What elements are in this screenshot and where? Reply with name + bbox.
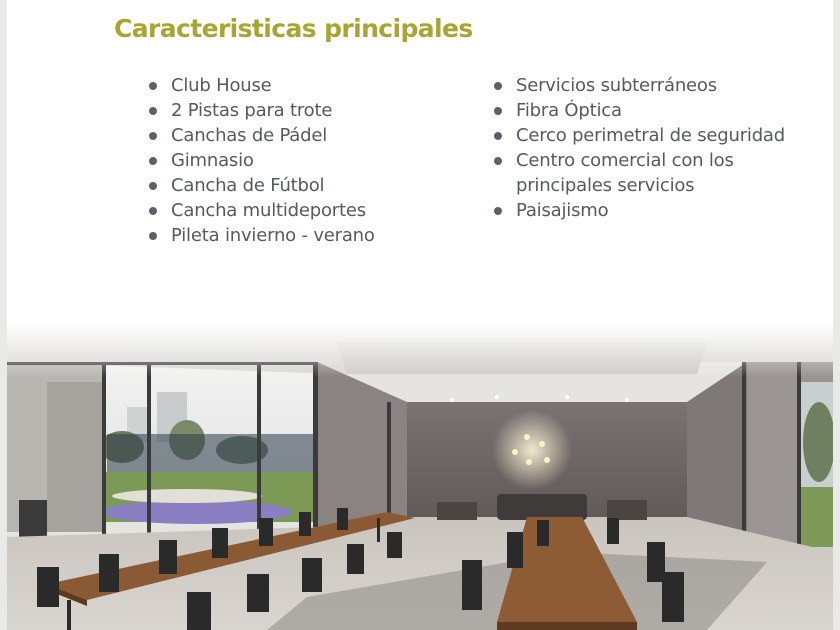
- list-item: Servicios subterráneos: [494, 73, 814, 98]
- list-item: Club House: [149, 73, 449, 98]
- section-title: Caracteristicas principales: [114, 14, 473, 43]
- list-item: 2 Pistas para trote: [149, 98, 449, 123]
- club-house-interior-illustration: [7, 322, 833, 630]
- brochure-page: [7, 0, 833, 630]
- club-house-rendering: [7, 322, 833, 630]
- list-item: Cerco perimetral de seguridad: [494, 123, 814, 148]
- list-item: Cancha multideportes: [149, 198, 449, 223]
- list-item: Cancha de Fútbol: [149, 173, 449, 198]
- list-item: Paisajismo: [494, 198, 814, 223]
- list-item: Fibra Óptica: [494, 98, 814, 123]
- list-item: Canchas de Pádel: [149, 123, 449, 148]
- list-item: Centro comercial con los principales servicios: [494, 148, 814, 198]
- features-list-left: [149, 73, 449, 248]
- features-list-right: [494, 73, 814, 223]
- list-item: Pileta invierno - verano: [149, 223, 449, 248]
- list-item: Gimnasio: [149, 148, 449, 173]
